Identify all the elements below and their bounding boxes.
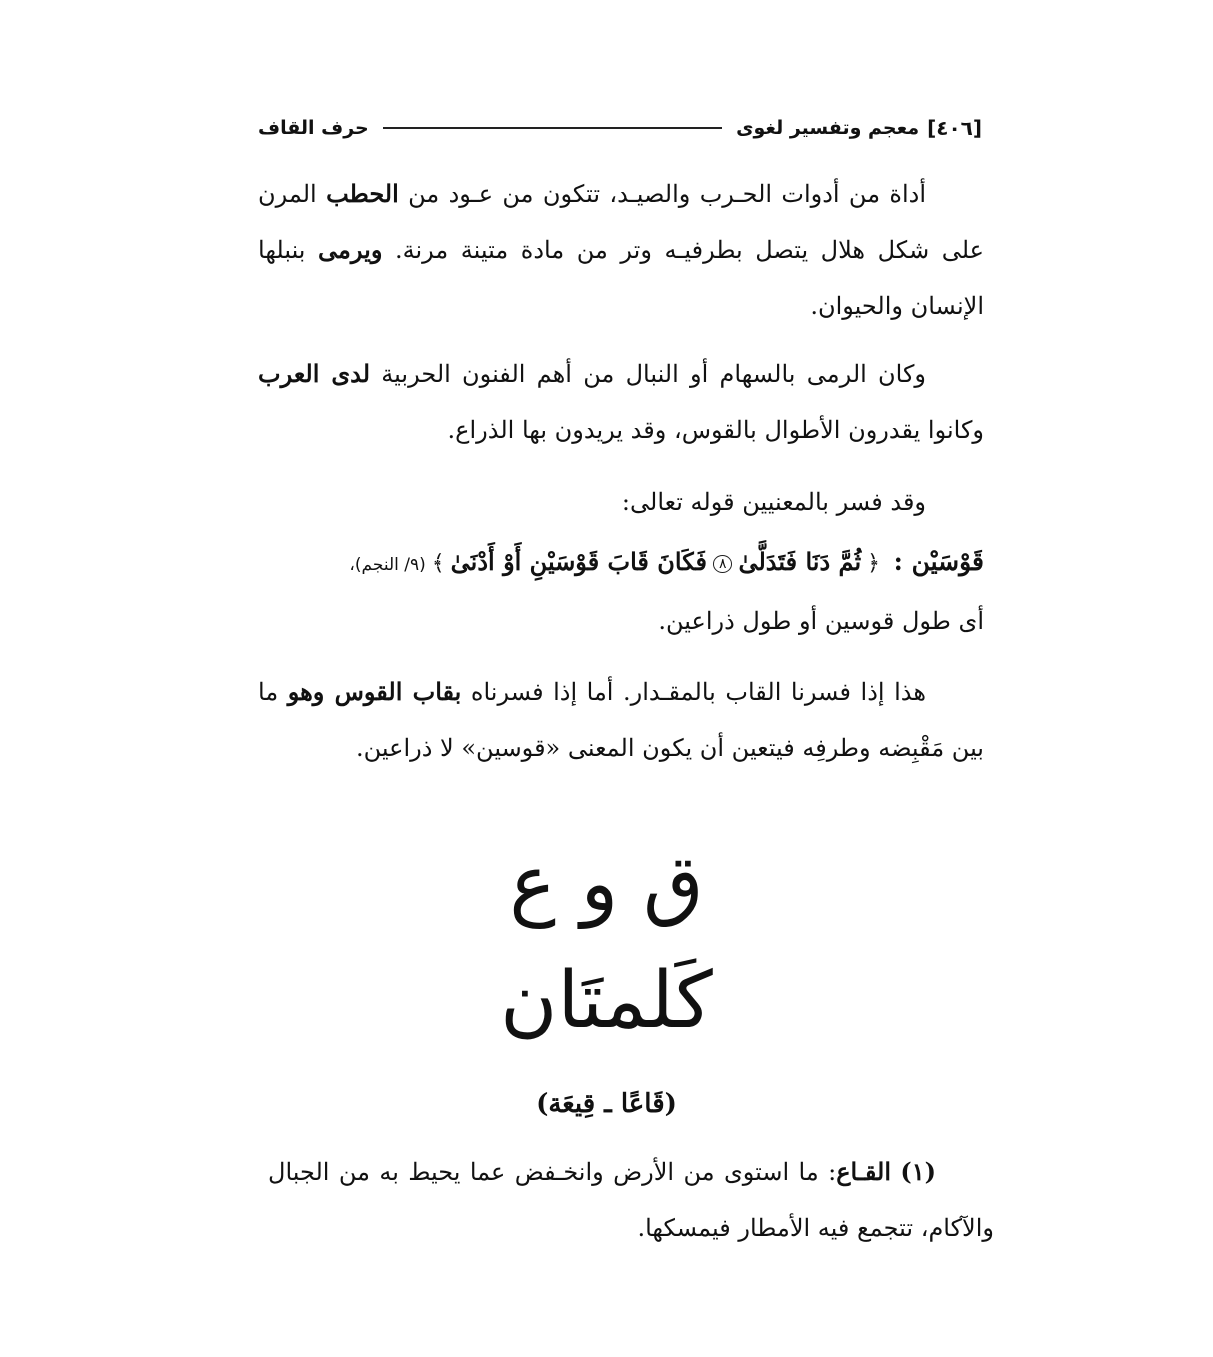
verse-reference: (٩/ النجم)، [349,555,426,575]
text-span: ما بين مَقْبِضه وطرفِه فيتعين أن يكون المعنى «قوسين» لا ذراعين. [258,678,984,762]
bold-text-span: بقاب القوس وهو [287,677,462,706]
paragraph-qaa-definition [268,1144,994,1256]
verse-text-part-2: فَكَانَ قَابَ قَوْسَيْنِ أَوْ أَدْنَىٰ [450,547,707,576]
verse-number-badge: ٨ [713,555,733,573]
section-title: حرف القاف [258,117,369,139]
text-span: المرن على شكل هلال يتصل بطرفيـه وتر من مادة متينة مرنة. [258,180,984,264]
root-heading: ق و ع [509,839,704,929]
text-span: وكانوا يقدرون الأطوال بالقوس، وقد يريدون بها الذراع. [447,416,984,444]
verse-term: قَوْسَيْن : [893,547,984,576]
root-words-list: (قَاعًا ـ قِيعَة) [536,1089,677,1119]
paragraph-archery [258,346,984,458]
definition-text: : ما استوى من الأرض وانخـفض عما يحيط به من الجبال والآكام، تتجمع فيه الأمطار فيمسكها. [268,1158,994,1242]
definition-number: (١) [900,1157,936,1186]
paragraph-qab-meaning [258,664,984,776]
verse-line [258,534,984,593]
header-rule [383,127,722,129]
definition-term: القـاع [836,1157,891,1186]
text-span: وكان الرمى بالسهام أو النبال من أهم الفنون الحربية [370,360,926,388]
text-span: أداة من أدوات الحـرب والصيـد، تتكون من عـود من [398,180,926,208]
ornament-close-icon: ﴾ [431,551,445,576]
root-word-count: كَلمتَان [500,956,713,1046]
running-header [258,108,982,148]
page-number: [٤٠٦] [927,116,982,140]
bold-text-span: لدى العرب [258,359,371,388]
text-span: بنبلها الإنسان والحيوان. [258,236,984,320]
paragraph-verse-intro [258,474,984,530]
text-span: هذا إذا فسرنا القاب بالمقـدار. أما إذا فسرناه [461,678,926,706]
ornament-open-icon: ﴿ [867,551,881,576]
verse-block [258,534,984,649]
verse-text-part-1: ثُمَّ دَنَا فَتَدَلَّىٰ [738,547,862,576]
paragraph-bow-definition [258,166,984,334]
text-span: وقد فسر بالمعنيين قوله تعالى: [621,488,926,516]
book-title: معجم وتفسير لغوى [736,117,920,139]
bold-text-span: الحطب [326,179,399,208]
verse-explanation: أى طول قوسين أو طول ذراعين. [658,607,984,635]
bold-text-span: ويرمى [318,235,383,264]
